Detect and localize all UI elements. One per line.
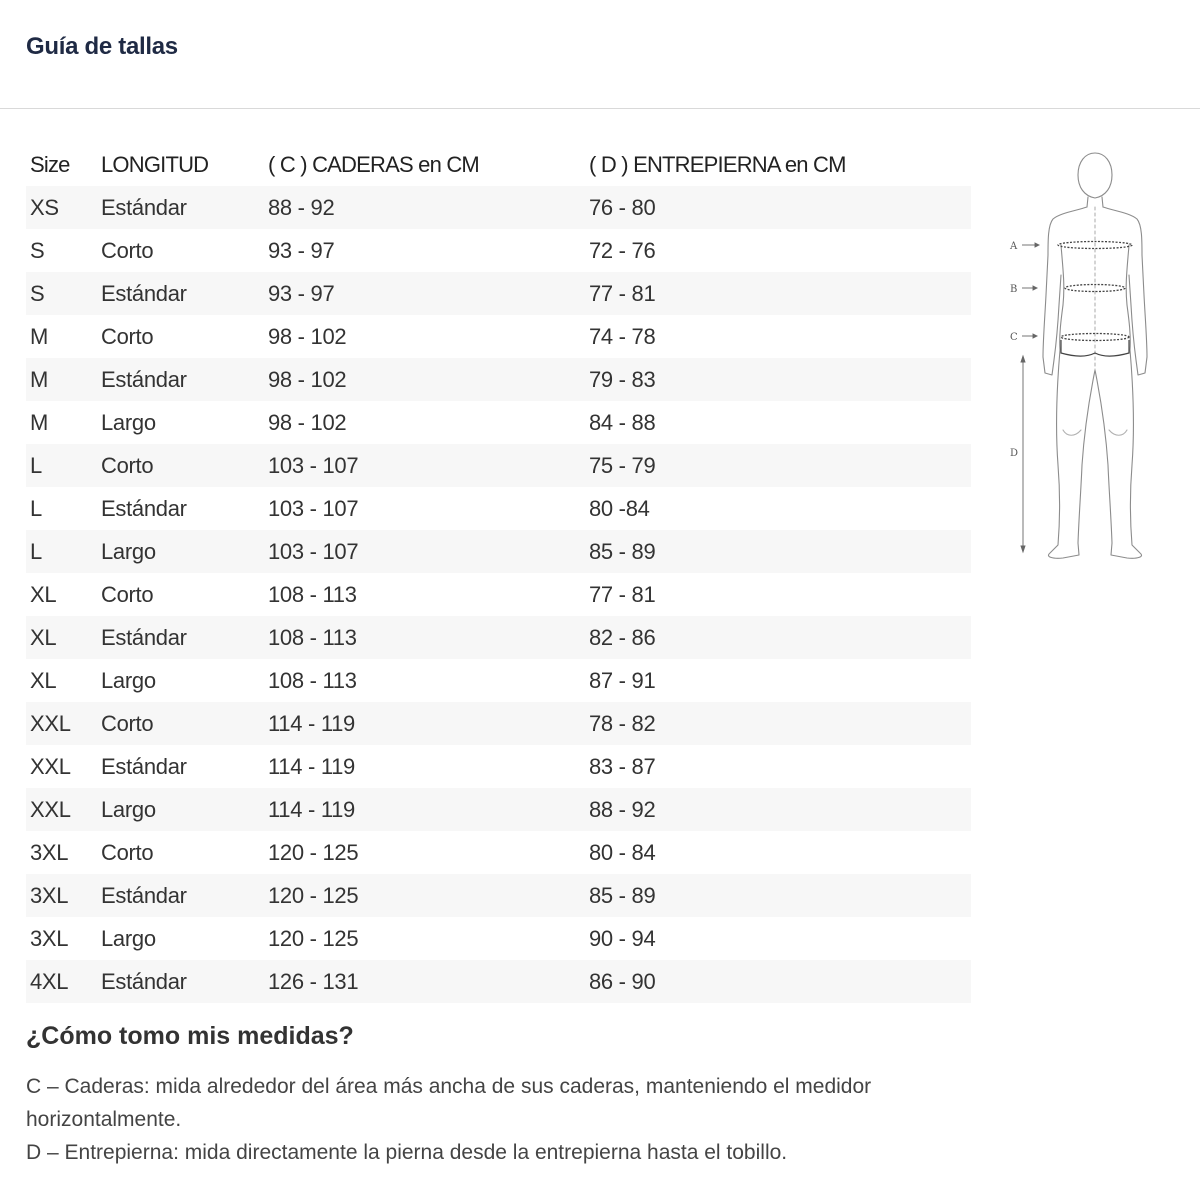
- cell-length: Corto: [101, 581, 154, 607]
- cell-length: Estándar: [97, 186, 264, 229]
- cell-size: L: [30, 495, 42, 521]
- cell-inseam: 90 - 94: [589, 925, 656, 951]
- cell-inseam: 85 - 89: [585, 874, 971, 917]
- cell-size: 4XL: [26, 960, 97, 1003]
- cell-size: 3XL: [30, 925, 69, 951]
- cell-hips: 120 - 125: [268, 839, 359, 865]
- body-measurement-figure-icon: [1005, 145, 1165, 573]
- cell-size: S: [26, 272, 97, 315]
- cell-hips: 98 - 102: [268, 409, 347, 435]
- cell-size: 3XL: [30, 839, 69, 865]
- cell-length: Corto: [101, 323, 154, 349]
- table-row: [26, 745, 971, 788]
- cell-length: Estándar: [101, 753, 187, 779]
- header: [0, 0, 1200, 109]
- label-b: B: [1010, 284, 1018, 295]
- cell-hips: 93 - 97: [268, 237, 335, 263]
- table-row: [26, 358, 971, 401]
- cell-inseam: 87 - 91: [589, 667, 656, 693]
- table-row: [26, 315, 971, 358]
- cell-length: Largo: [97, 530, 264, 573]
- section-title: ¿Cómo tomo mis medidas?: [26, 1022, 354, 1050]
- cell-size: 3XL: [26, 874, 97, 917]
- cell-inseam: 75 - 79: [585, 444, 971, 487]
- cell-size: L: [26, 444, 97, 487]
- cell-inseam: 88 - 92: [585, 788, 971, 831]
- label-a: A: [1010, 241, 1018, 252]
- cell-length: Estándar: [101, 495, 187, 521]
- header-hips: ( C ) CADERAS en CM: [268, 151, 479, 177]
- cell-hips: 103 - 107: [264, 530, 585, 573]
- table-row: [26, 917, 971, 960]
- table-row: [26, 573, 971, 616]
- cell-hips: 108 - 113: [268, 667, 357, 693]
- cell-hips: 120 - 125: [268, 925, 359, 951]
- table-row: [26, 444, 971, 487]
- cell-inseam: 85 - 89: [585, 530, 971, 573]
- cell-length: Corto: [97, 444, 264, 487]
- label-c: C: [1010, 332, 1018, 343]
- cell-size: XL: [30, 667, 57, 693]
- table-row: [26, 487, 971, 530]
- cell-inseam: 76 - 80: [585, 186, 971, 229]
- cell-length: Largo: [101, 409, 156, 435]
- cell-length: Estándar: [97, 272, 264, 315]
- cell-size: M: [26, 358, 97, 401]
- cell-length: Largo: [101, 667, 156, 693]
- cell-size: XL: [26, 616, 97, 659]
- cell-length: Corto: [101, 237, 154, 263]
- table-row: [26, 272, 971, 315]
- table-row: [26, 229, 971, 272]
- table-row: [26, 874, 971, 917]
- cell-hips: 108 - 113: [264, 616, 585, 659]
- cell-size: M: [30, 409, 49, 435]
- cell-length: Largo: [97, 788, 264, 831]
- cell-hips: 114 - 119: [264, 702, 585, 745]
- cell-length: Estándar: [97, 960, 264, 1003]
- cell-hips: 88 - 92: [264, 186, 585, 229]
- cell-length: Largo: [101, 925, 156, 951]
- cell-hips: 93 - 97: [264, 272, 585, 315]
- cell-hips: 126 - 131: [264, 960, 585, 1003]
- cell-hips: 120 - 125: [264, 874, 585, 917]
- cell-inseam: 74 - 78: [589, 323, 656, 349]
- cell-hips: 108 - 113: [268, 581, 357, 607]
- cell-inseam: 82 - 86: [585, 616, 971, 659]
- cell-size: M: [30, 323, 49, 349]
- hips-instruction: C – Caderas: mida alrededor del área más ancha de sus caderas, manteniendo el medidor horizontalmente.: [26, 1075, 872, 1131]
- cell-hips: 103 - 107: [268, 495, 359, 521]
- cell-hips: 98 - 102: [268, 323, 347, 349]
- table-row: [26, 616, 971, 659]
- cell-size: XS: [26, 186, 97, 229]
- cell-length: Estándar: [97, 358, 264, 401]
- cell-hips: 98 - 102: [264, 358, 585, 401]
- table-row: [26, 186, 971, 229]
- header-size: Size: [30, 151, 70, 177]
- cell-length: Corto: [97, 702, 264, 745]
- cell-inseam: 78 - 82: [585, 702, 971, 745]
- cell-size: XXL: [26, 702, 97, 745]
- table-header-row: [26, 143, 971, 186]
- cell-size: XL: [30, 581, 57, 607]
- cell-length: Corto: [101, 839, 154, 865]
- cell-hips: 114 - 119: [268, 753, 355, 779]
- table-row: [26, 788, 971, 831]
- cell-inseam: 80 -84: [589, 495, 650, 521]
- cell-length: Estándar: [97, 616, 264, 659]
- cell-inseam: 77 - 81: [589, 581, 656, 607]
- cell-size: L: [26, 530, 97, 573]
- table-row: [26, 960, 971, 1003]
- size-table: [26, 143, 971, 1003]
- cell-inseam: 86 - 90: [585, 960, 971, 1003]
- cell-inseam: 79 - 83: [585, 358, 971, 401]
- cell-length: Estándar: [97, 874, 264, 917]
- table-row: [26, 401, 971, 444]
- cell-hips: 114 - 119: [264, 788, 585, 831]
- cell-size: XXL: [30, 753, 71, 779]
- inseam-instruction: D – Entrepierna: mida directamente la pierna desde la entrepierna hasta el tobillo.: [26, 1141, 788, 1164]
- label-d: D: [1010, 448, 1019, 459]
- cell-size: XXL: [26, 788, 97, 831]
- table-row: [26, 659, 971, 702]
- cell-inseam: 83 - 87: [589, 753, 656, 779]
- header-length: LONGITUD: [101, 151, 209, 177]
- table-row: [26, 530, 971, 573]
- cell-size: S: [30, 237, 45, 263]
- page-title: Guía de tallas: [26, 33, 178, 60]
- cell-inseam: 84 - 88: [589, 409, 656, 435]
- header-inseam: ( D ) ENTREPIERNA en CM: [589, 151, 846, 177]
- cell-inseam: 77 - 81: [585, 272, 971, 315]
- table-row: [26, 831, 971, 874]
- cell-hips: 103 - 107: [264, 444, 585, 487]
- table-row: [26, 702, 971, 745]
- cell-inseam: 72 - 76: [589, 237, 656, 263]
- cell-inseam: 80 - 84: [589, 839, 656, 865]
